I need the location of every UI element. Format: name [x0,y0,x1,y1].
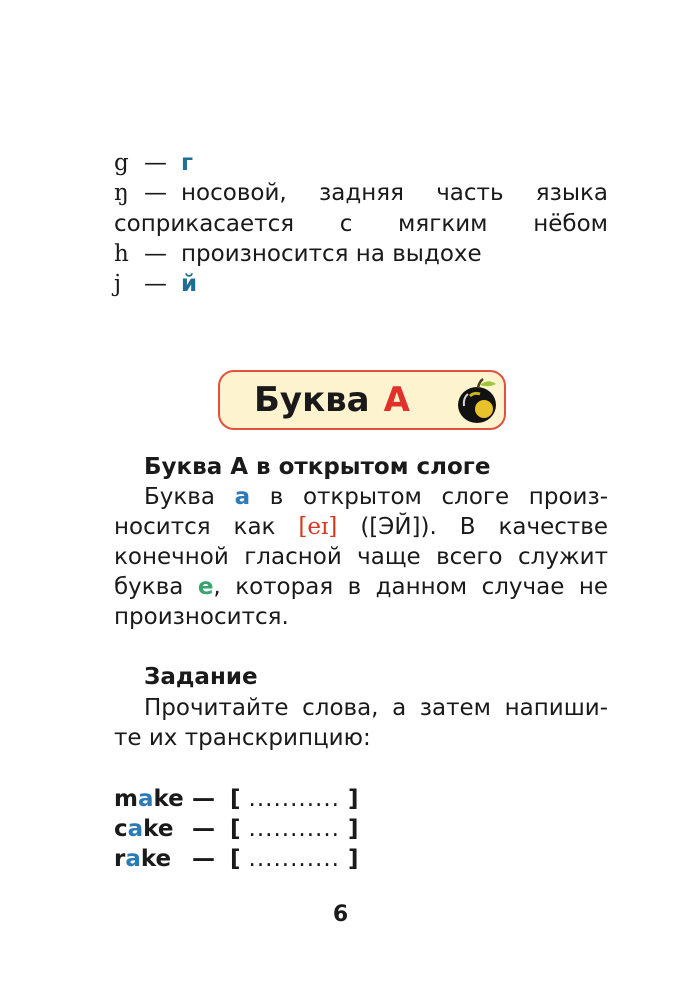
page-number: 6 [332,902,349,927]
exercise-word [114,814,192,844]
task-line: Прочитайте слова, а затем напиши- [144,695,608,721]
blank-dots: ........... [248,846,340,872]
text: в открытом слоге произ- [269,484,608,510]
bracket-close: ] [347,846,359,872]
exercise-word [114,784,192,814]
task-heading: Задание [144,664,258,690]
dash: — [144,241,167,267]
dash: — [192,786,215,812]
exercise-word [114,844,192,874]
sound-description: г [181,150,194,176]
ipa-symbol: h [114,241,129,267]
apple-icon [454,376,502,426]
dash: — [144,271,167,297]
exercise-row [114,784,358,814]
section-title-word: Буква [254,380,370,420]
dash: — [192,846,215,872]
sound-description-continuation: соприкасается с мягким нёбом [114,211,608,237]
ipa-symbol: ŋ [114,180,129,206]
paragraph-line [144,482,608,512]
bracket-open: [ [230,846,241,872]
sound-row-j [114,269,608,299]
bracket-open: [ [230,816,241,842]
dash: — [144,150,167,176]
text: , которая в данном случае не [213,574,609,600]
word-part: ke [143,816,174,842]
sound-row-g [114,148,608,178]
transcription-blank[interactable] [230,786,358,812]
dash: — [192,816,215,842]
text: носится как [114,514,276,540]
text: ([ЭЙ]). В качестве [360,514,609,540]
open-syllable-heading: Буква А в открытом слоге [144,454,491,480]
bracket-close: ] [347,786,359,812]
transcription-blank[interactable] [230,816,358,842]
word-part: m [114,786,138,812]
sound-row-h [114,239,608,269]
sound-description: произносится на выдохе [181,241,482,267]
word-vowel: a [125,846,141,872]
blank-dots: ........... [248,786,340,812]
task-line: те их транскрипцию: [114,725,371,751]
ipa-symbol: j [114,271,122,297]
sound-row-ng [114,178,608,208]
transcription-blank[interactable] [230,846,358,872]
paragraph-line [114,572,608,602]
paragraph-line [114,512,608,542]
exercise-row [114,844,358,874]
word-part: ke [140,846,172,872]
section-title [254,380,410,420]
text: Буква [144,484,215,510]
paragraph-line: произносится. [114,604,289,630]
sound-row-ng-continuation [114,209,608,239]
highlighted-letter-e: е [197,574,214,600]
sound-description: й [181,271,198,297]
word-part: r [114,846,126,872]
blank-dots: ........... [248,816,340,842]
word-vowel: a [127,816,144,842]
paragraph-line: конечной гласной чаще всего служит [114,544,608,570]
section-title-letter: А [383,380,410,420]
bracket-open: [ [230,786,241,812]
word-vowel: a [137,786,154,812]
highlighted-letter-a: а [234,484,251,510]
bracket-close: ] [347,816,359,842]
word-part: ke [153,786,184,812]
ipa-symbol: g [114,150,129,176]
ipa-transcription: [eɪ] [298,514,338,540]
sound-description: носовой, задняя часть языка [181,180,608,206]
dash: — [144,180,167,206]
text: буква [114,574,184,600]
word-part: c [114,816,128,842]
exercise-row [114,814,358,844]
section-title-box [218,370,506,430]
